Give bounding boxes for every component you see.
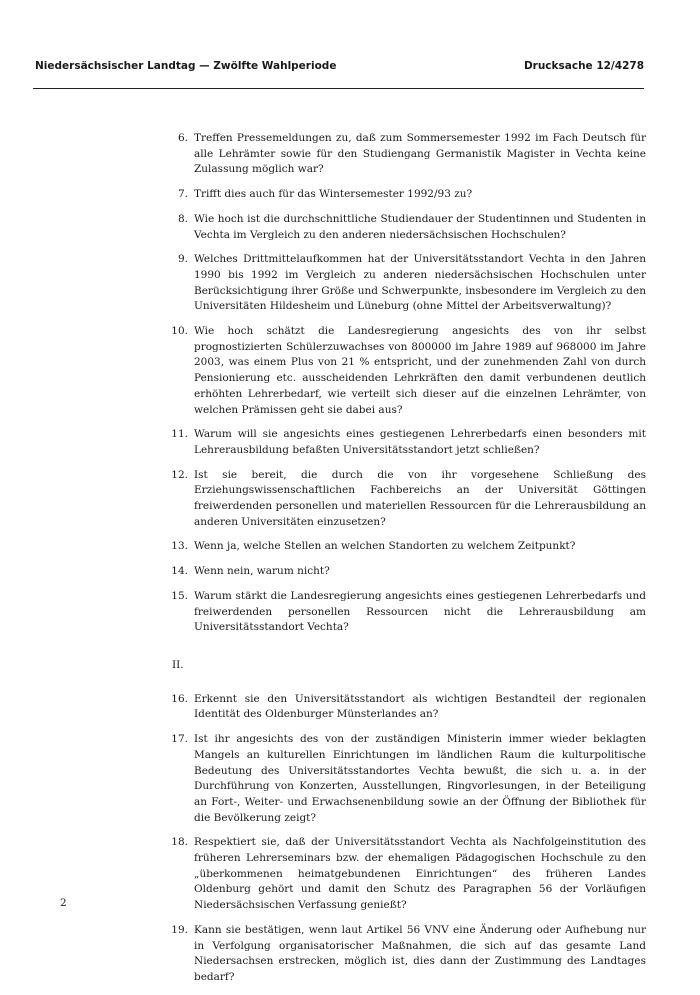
question-text: Kann sie bestätigen, wenn laut Artikel 56 VNV eine Änderung oder Aufhebung nur in Verfolgung organisatorischer Maßnahmen, die sich auf das gesamte Land Niedersachsen erstrecken, möglich ist, dies dann der Zustimmung des Landtages bedarf?: [194, 923, 646, 983]
question-number: 11.: [171, 428, 188, 441]
question-item: [166, 835, 646, 914]
question-item: [166, 131, 646, 178]
question-item: [166, 324, 646, 418]
question-text: Wie hoch schätzt die Landesregierung angesichts des von ihr selbst prognostizierten Schülerzuwachses von 800000 im Jahre 1989 auf 968000 im Jahre 2003, was einem Plus von 21 % entspricht, und der zunehmenden Zahl von durch Pensionierung etc. ausscheidenden Lehrkräften den damit verbundenen deutlich erhöhten Lehrerbedarf, wie verteilt sich dieser auf die einzelnen Lehrämter, von welchen Prämissen geht sie dabei aus?: [194, 325, 646, 416]
question-number: 10.: [171, 325, 188, 338]
question-text: Wenn nein, warum nicht?: [194, 565, 330, 578]
page-header: [35, 60, 644, 72]
question-text: Warum stärkt die Landesregierung angesichts eines gestiegenen Lehrerbedarfs und freiwerdenden personellen Ressourcen nicht die Lehrerausbildung am Universitätsstandort Vechta?: [194, 589, 646, 634]
question-number: 12.: [171, 468, 188, 481]
section-label: II.: [172, 658, 184, 671]
question-item: [166, 923, 646, 986]
question-text: Treffen Pressemeldungen zu, daß zum Sommersemester 1992 im Fach Deutsch für alle Lehrämter sowie für den Studiengang Germanistik Magister in Vechta keine Zulassung möglich war?: [194, 132, 646, 176]
question-number: 9.: [177, 253, 188, 266]
question-number: 7.: [177, 188, 188, 201]
question-number: 18.: [171, 836, 188, 849]
question-text: Wenn ja, welche Stellen an welchen Standorten zu welchem Zeitpunkt?: [194, 540, 576, 553]
question-number: 15.: [171, 589, 188, 602]
question-text: Warum will sie angesichts eines gestiegenen Lehrerbedarfs einen besonders mit Lehrerausbildung befaßten Universitätsstandort jetzt schließen?: [194, 428, 646, 456]
question-item: [166, 539, 646, 555]
question-number: 6.: [177, 132, 188, 144]
question-number: 16.: [171, 692, 188, 705]
question-text: Ist ihr angesichts des von der zuständigen Ministerin immer wieder beklagten Mangels an kulturellen Einrichtungen im ländlichen Raum die kulturpolitische Bedeutung des Universitätsstandortes Vechta bewußt, die sich u. a. in der Durchführung von Konzerten, Ausstellungen, Ringvorlesungen, in der Beteiligung an Fort-, Weiter- und Erwachsenenbildung sowie an der Öffnung der Bibliothek für die Bevölkerung zeigt?: [194, 733, 646, 824]
question-text: Welches Drittmittelaufkommen hat der Universitätsstandort Vechta in den Jahren 1990 bis 1992 im Vergleich zu anderen niedersächsischen Hochschulen unter Berücksichtigung ihrer Größe und Schwerpunkte, insbesondere im Vergleich zu den Universitäten Hildesheim und Lüneburg (ohne Mittel der Arbeitsverwaltung)?: [194, 253, 646, 313]
question-item: [166, 187, 646, 203]
question-item: [166, 564, 646, 580]
question-text: Erkennt sie den Universitätsstandort als wichtigen Bestandteil der regionalen Identität des Oldenburger Münsterlandes an?: [194, 692, 646, 721]
question-item: [166, 468, 646, 531]
question-number: 13.: [171, 540, 188, 553]
question-item: [166, 212, 646, 243]
document-number: Drucksache 12/4278: [523, 60, 644, 72]
question-number: 19.: [171, 923, 188, 936]
question-text: Wie hoch ist die durchschnittliche Studiendauer der Studentinnen und Studenten in Vechta im Vergleich zu den anderen niedersächsischen Hochschulen?: [194, 212, 646, 241]
header-rule: [33, 88, 644, 89]
question-list: [166, 131, 646, 995]
question-number: 14.: [171, 565, 188, 578]
page-number: 2: [60, 897, 67, 909]
question-item: [166, 732, 646, 826]
header-title: Niedersächsischer Landtag — Zwölfte Wahlperiode: [35, 60, 337, 72]
question-number: 8.: [177, 212, 188, 225]
question-text: Respektiert sie, daß der Universitätsstandort Vechta als Nachfolgeinstitution des früheren Lehrerseminars bzw. der ehemaligen Pädagogischen Hochschule zu den „überkommenen heimatgebundenen Einrichtungen“ des früheren Landes Oldenburg gehört und damit den Schutz des Paragraphen 56 der Vorläufigen Niedersächsischen Verfassung genießt?: [194, 836, 646, 912]
question-text: Trifft dies auch für das Wintersemester 1992/93 zu?: [194, 188, 473, 201]
question-item: [166, 427, 646, 458]
question-item: [166, 252, 646, 315]
question-text: Ist sie bereit, die durch die von ihr vorgesehene Schließung des Erziehungswissenschaftlichen Fachbereichs an der Universität Göttingen freiwerdenden personellen und materiellen Ressourcen für die Lehrerausbildung an anderen Universitäten einzusetzen?: [194, 468, 646, 528]
question-number: 17.: [171, 733, 188, 746]
question-item: [166, 589, 646, 636]
question-item: [166, 692, 646, 723]
